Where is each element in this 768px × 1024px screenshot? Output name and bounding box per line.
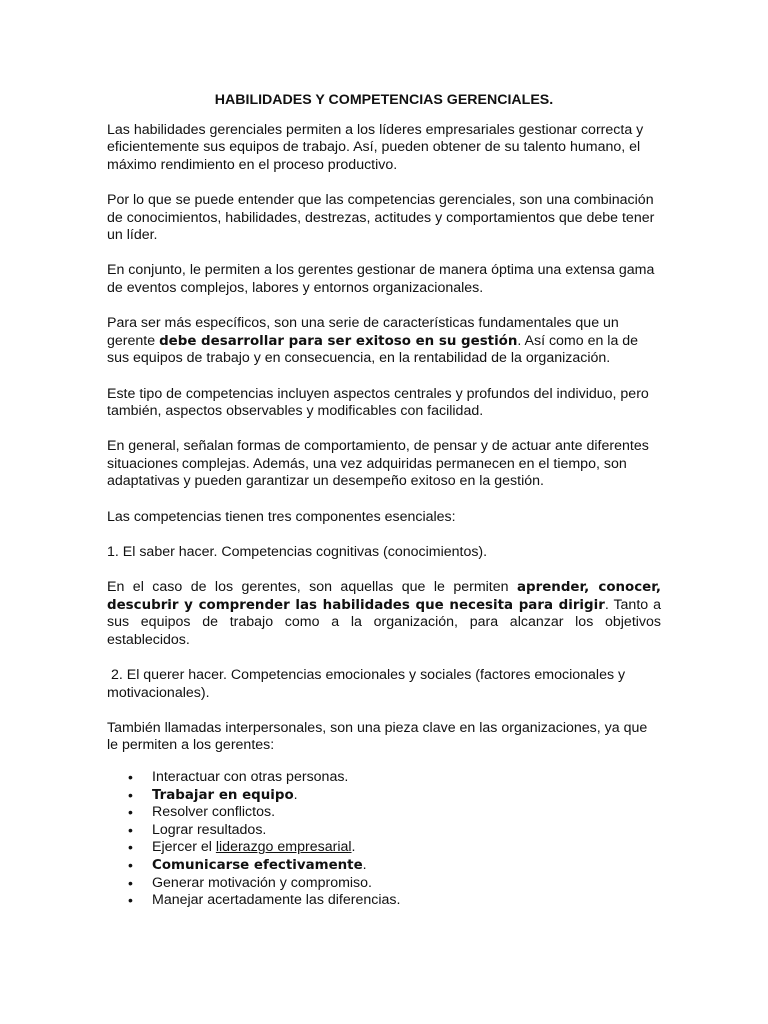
list-item-text: Generar motivación y compromiso.: [152, 874, 372, 891]
bullet-icon: •: [128, 874, 133, 891]
emphasis-text: debe desarrollar para ser exitoso en su gestión: [159, 333, 518, 349]
list-item-text: Interactuar con otras personas.: [152, 768, 349, 785]
list-item: [107, 892, 661, 910]
paragraph-conjunto: En conjunto, le permiten a los gerentes gestionar de manera óptima una extensa gama de eventos complejos, labores y entornos organizacionales.: [107, 262, 655, 296]
bullet-list: [107, 769, 661, 910]
bullet-icon: •: [128, 768, 133, 785]
list-item-text-end: .: [351, 839, 356, 856]
paragraph-general: En general, señalan formas de comportamiento, de pensar y de actuar ante diferentes situaciones complejas. Además, una vez adquiridas permanecen en el tiempo, son adaptativas y pueden garantizar un desempeño exitoso en la gestión.: [107, 438, 649, 490]
paragraph-especificos-text: Para ser más específicos, son una serie de características fundamentales que un gerente: [107, 315, 619, 349]
emphasis-text: aprender, conocer, descubrir y comprender las habilidades que necesita para dirigir: [107, 580, 661, 613]
paragraph-gerentes: [107, 579, 661, 649]
list-item: [107, 875, 661, 893]
paragraph-gerentes-text-end: . Tanto a sus equipos de trabajo como a la organización, para alcanzar los objetivos establecidos.: [107, 596, 662, 648]
list-item: [107, 787, 661, 805]
list-item: [107, 804, 661, 822]
list-item: [107, 839, 661, 857]
bullet-icon: •: [128, 856, 133, 873]
list-item-text: Ejercer el: [152, 839, 216, 856]
paragraph-especificos: [107, 315, 661, 368]
paragraph-definition: Por lo que se puede entender que las competencias gerenciales, son una combinación de conocimientos, habilidades, destrezas, actitudes y comportamientos que debe tener un líder.: [107, 191, 655, 244]
heading-saber-hacer: 1. El saber hacer. Competencias cognitivas (conocimientos).: [107, 543, 488, 560]
list-item-text-end: .: [362, 856, 367, 873]
bullet-icon: •: [128, 786, 133, 803]
paragraph-gerentes-text: En el caso de los gerentes, son aquellas que le permiten: [107, 579, 517, 596]
bullet-icon: •: [128, 892, 133, 909]
paragraph-intro: Las habilidades gerenciales permiten a los líderes empresariales gestionar correcta y eficientemente sus equipos de trabajo. Así, pueden obtener de su talento humano, el máximo rendimiento en el proceso productivo.: [107, 121, 644, 173]
bullet-icon: •: [128, 839, 133, 856]
list-item-text: Manejar acertadamente las diferencias.: [152, 892, 401, 909]
bullet-icon: •: [128, 821, 133, 838]
liderazgo-link[interactable]: liderazgo empresarial: [215, 839, 352, 856]
paragraph-interpersonales: También llamadas interpersonales, son una pieza clave en las organizaciones, ya que le permiten a los gerentes:: [107, 719, 648, 754]
list-item: [107, 822, 661, 840]
paragraph-componentes: Las competencias tienen tres componentes esenciales:: [107, 508, 456, 525]
list-item-text-end: .: [293, 786, 298, 803]
list-item-text: Lograr resultados.: [152, 821, 267, 838]
list-item-text: Trabajar en equipo: [152, 787, 294, 803]
document-page: [107, 92, 661, 910]
heading-querer-hacer: 2. El querer hacer. Competencias emocionales y sociales (factores emocionales y motivacionales).: [107, 667, 630, 701]
paragraph-tipo: Este tipo de competencias incluyen aspectos centrales y profundos del individuo, pero también, aspectos observables y modificables con facilidad.: [107, 385, 649, 420]
list-item: [107, 857, 661, 875]
list-item: [107, 769, 661, 787]
bullet-icon: •: [128, 804, 133, 821]
list-item-text: Comunicarse efectivamente: [152, 857, 363, 873]
document-title: HABILIDADES Y COMPETENCIAS GERENCIALES.: [214, 92, 554, 108]
paragraph-especificos-text-end: . Así como en la de sus equipos de trabajo y en consecuencia, en la rentabilidad de la organización.: [107, 332, 639, 367]
list-item-text: Resolver conflictos.: [152, 804, 276, 821]
